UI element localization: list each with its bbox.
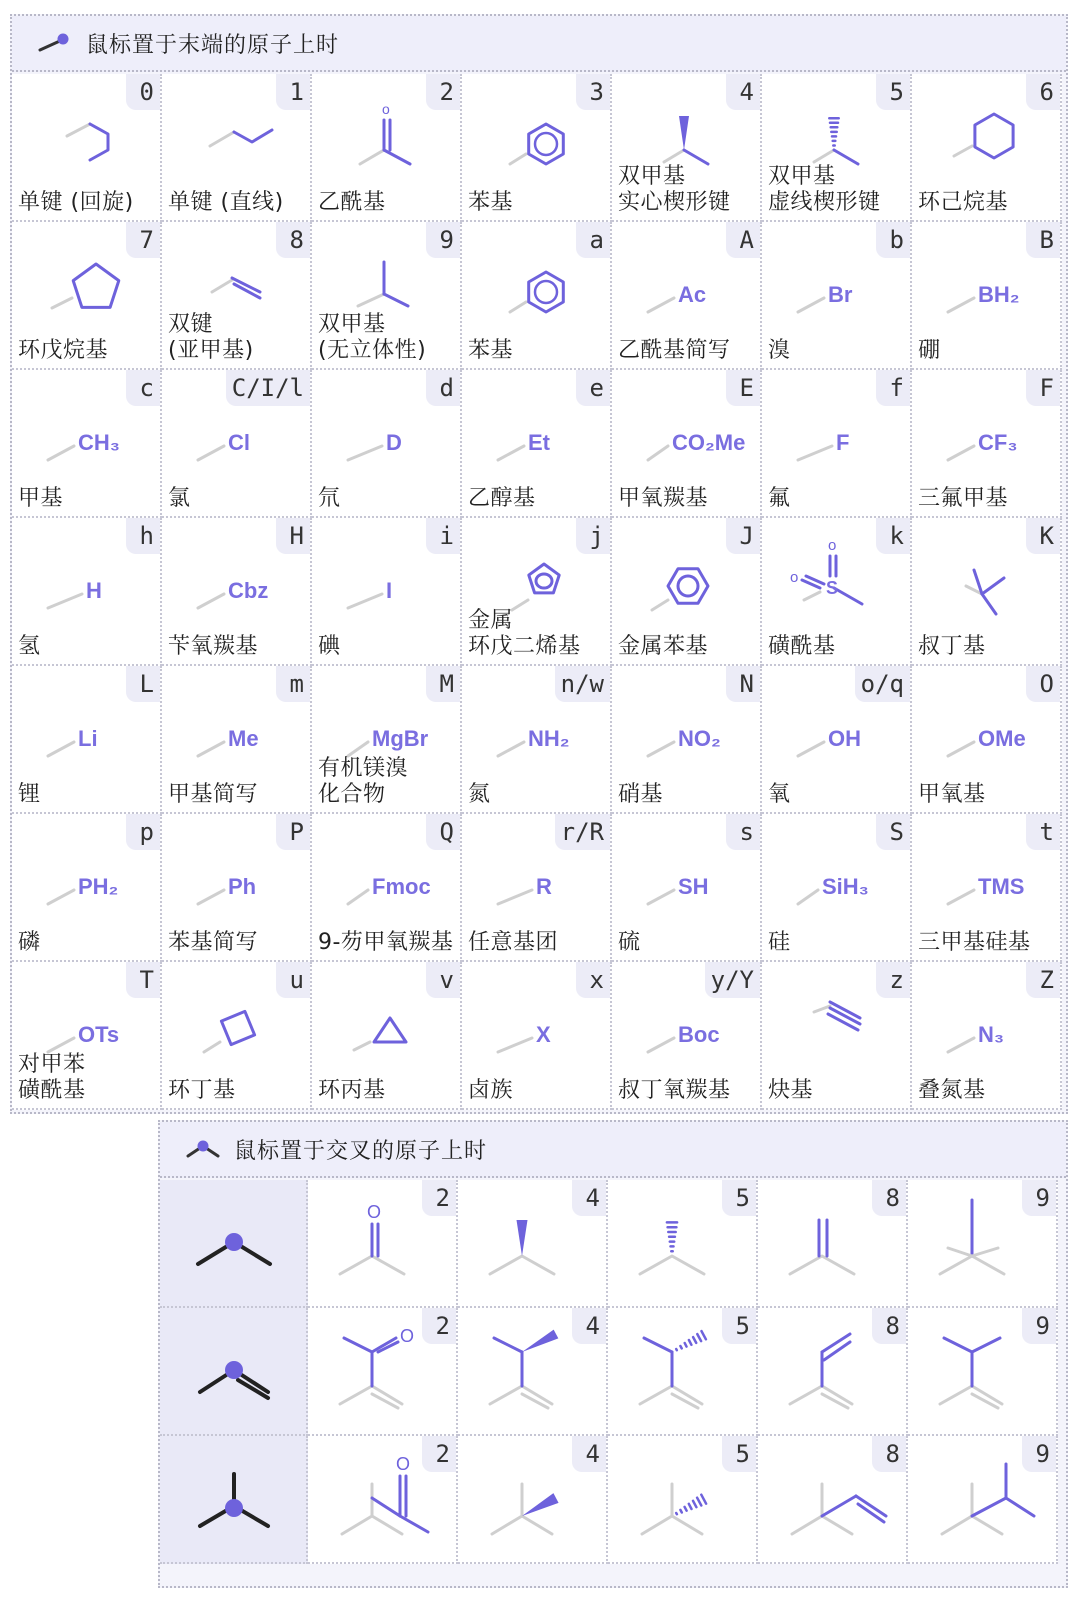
shortcut-cell-e[interactable]: [462, 370, 612, 518]
shortcut-cell-p[interactable]: [12, 814, 162, 962]
terminal-atom-header: [12, 16, 1066, 72]
shortcut-key: 8: [872, 1308, 906, 1344]
shortcut-key: Z: [1026, 962, 1060, 998]
shortcut-key: h: [126, 518, 160, 554]
shortcut-key: 5: [876, 74, 910, 110]
shortcut-label: 三氟甲基: [918, 486, 1009, 511]
crossing-cell-1-4[interactable]: [458, 1308, 608, 1436]
crossing-cell-1-8[interactable]: [758, 1308, 908, 1436]
shortcut-key: A: [726, 222, 760, 258]
shortcut-key: v: [426, 962, 460, 998]
shortcut-label: 甲基: [18, 486, 64, 511]
terminal-atom-panel: [10, 14, 1068, 1114]
shortcut-cell-z[interactable]: [762, 962, 912, 1110]
svg-text:PH₂: PH₂: [78, 874, 119, 899]
shortcut-cell-M[interactable]: [312, 666, 462, 814]
shortcut-key: H: [276, 518, 310, 554]
shortcut-key: Q: [426, 814, 460, 850]
shortcut-label: 溴: [768, 338, 791, 363]
svg-text:NH₂: NH₂: [528, 726, 570, 751]
svg-text:OH: OH: [828, 726, 861, 751]
crossing-atom-cursor-icon: [184, 1136, 222, 1162]
svg-text:O: O: [367, 1202, 382, 1222]
shortcut-cell-5[interactable]: [762, 74, 912, 222]
shortcut-label: 碘: [318, 634, 341, 659]
shortcut-label: 叔丁氧羰基: [618, 1078, 731, 1103]
shortcut-label: 苯基: [468, 338, 514, 363]
shortcut-label: 双键 (亚甲基): [168, 312, 254, 363]
shortcut-key: p: [126, 814, 160, 850]
shortcut-cell-8[interactable]: [162, 222, 312, 370]
shortcut-label: 环丙基: [318, 1078, 386, 1103]
shortcut-key: 9: [426, 222, 460, 258]
shortcut-label: 叠氮基: [918, 1078, 986, 1103]
shortcut-key: 3: [576, 74, 610, 110]
shortcut-label: 硅: [768, 930, 791, 955]
shortcut-key: F: [1026, 370, 1060, 406]
svg-text:F: F: [836, 430, 850, 455]
shortcut-cell-A[interactable]: [612, 222, 762, 370]
crossing-row-1-atom: [160, 1308, 308, 1436]
svg-text:Fmoc: Fmoc: [372, 874, 431, 899]
shortcut-label: 单键 (回旋): [18, 190, 134, 215]
crossing-shortcut-grid: [160, 1180, 1058, 1564]
shortcut-label: 卤族: [468, 1078, 514, 1103]
shortcut-label: 磺酰基: [768, 634, 836, 659]
shortcut-label: 苄氧羰基: [168, 634, 259, 659]
svg-text:S: S: [826, 578, 839, 598]
shortcut-cell-y-Y[interactable]: [612, 962, 762, 1110]
shortcut-label: 乙醇基: [468, 486, 536, 511]
shortcut-cell-f[interactable]: [762, 370, 912, 518]
crossing-cell-0-2[interactable]: [308, 1180, 458, 1308]
shortcut-key: t: [1026, 814, 1060, 850]
shortcut-cell-T[interactable]: [12, 962, 162, 1110]
shortcut-key: 7: [126, 222, 160, 258]
svg-text:Ac: Ac: [678, 282, 707, 307]
shortcut-cell-m[interactable]: [162, 666, 312, 814]
crossing-cell-2-9[interactable]: [908, 1436, 1058, 1564]
shortcut-label: 硼: [918, 338, 941, 363]
shortcut-key: 4: [572, 1180, 606, 1216]
shortcut-key: i: [426, 518, 460, 554]
terminal-shortcut-grid: [12, 74, 1062, 1110]
shortcut-label: 锂: [18, 782, 41, 807]
crossing-cell-2-2[interactable]: [308, 1436, 458, 1564]
svg-text:CH₃: CH₃: [78, 430, 120, 455]
shortcut-key: x: [576, 962, 610, 998]
shortcut-cell-n-w[interactable]: [462, 666, 612, 814]
crossing-atom-header: [160, 1122, 1066, 1178]
shortcut-cell-v[interactable]: [312, 962, 462, 1110]
shortcut-label: 双甲基 虚线楔形键: [768, 164, 881, 215]
shortcut-key: c: [126, 370, 160, 406]
crossing-cell-2-8[interactable]: [758, 1436, 908, 1564]
shortcut-cell-2[interactable]: [312, 74, 462, 222]
shortcut-key: 0: [126, 74, 160, 110]
shortcut-key: y/Y: [705, 962, 760, 998]
shortcut-key: 4: [572, 1436, 606, 1472]
svg-text:CF₃: CF₃: [978, 430, 1018, 455]
shortcut-label: 金属苯基: [618, 634, 709, 659]
shortcut-label: 任意基团: [468, 930, 559, 955]
crossing-cell-2-5[interactable]: [608, 1436, 758, 1564]
shortcut-key: 5: [722, 1180, 756, 1216]
svg-text:Cl: Cl: [228, 430, 250, 455]
shortcut-label: 有机镁溴 化合物: [318, 756, 409, 807]
crossing-row-0-atom: [160, 1180, 308, 1308]
crossing-cell-1-9[interactable]: [908, 1308, 1058, 1436]
shortcut-label: 氢: [18, 634, 41, 659]
shortcut-key: 8: [872, 1436, 906, 1472]
shortcut-key: a: [576, 222, 610, 258]
svg-text:N₃: N₃: [978, 1022, 1005, 1047]
shortcut-cell-J[interactable]: [612, 518, 762, 666]
shortcut-label: 甲基简写: [168, 782, 259, 807]
shortcut-key: 2: [426, 74, 460, 110]
shortcut-label: 环己烷基: [918, 190, 1009, 215]
svg-text:Et: Et: [528, 430, 550, 455]
shortcut-label: 环戊烷基: [18, 338, 109, 363]
svg-text:O: O: [400, 1326, 415, 1346]
shortcut-cell-u[interactable]: [162, 962, 312, 1110]
shortcut-cell-L[interactable]: [12, 666, 162, 814]
shortcut-cell-7[interactable]: [12, 222, 162, 370]
terminal-atom-cursor-icon: [36, 30, 74, 56]
shortcut-key: N: [726, 666, 760, 702]
shortcut-cell-B[interactable]: [912, 222, 1062, 370]
crossing-cell-0-5[interactable]: [608, 1180, 758, 1308]
bent-atom-icon: [160, 1180, 306, 1306]
shortcut-label: 苯基简写: [168, 930, 259, 955]
crossing-cell-0-8[interactable]: [758, 1180, 908, 1308]
shortcut-key: f: [876, 370, 910, 406]
shortcut-cell-c[interactable]: [12, 370, 162, 518]
crossing-cell-2-4[interactable]: [458, 1436, 608, 1564]
shortcut-key: 2: [422, 1436, 456, 1472]
svg-text:OMe: OMe: [978, 726, 1026, 751]
shortcut-cell-t[interactable]: [912, 814, 1062, 962]
shortcut-label: 双甲基 实心楔形键: [618, 164, 731, 215]
shortcut-key: 5: [722, 1308, 756, 1344]
shortcut-cell-s[interactable]: [612, 814, 762, 962]
shortcut-key: o/q: [855, 666, 910, 702]
shortcut-key: z: [876, 962, 910, 998]
shortcut-label: 磷: [18, 930, 41, 955]
shortcut-label: 三甲基硅基: [918, 930, 1031, 955]
shortcut-key: M: [426, 666, 460, 702]
shortcut-label: 氟: [768, 486, 791, 511]
shortcut-cell-K[interactable]: [912, 518, 1062, 666]
shortcut-label: 乙酰基简写: [618, 338, 731, 363]
branched-atom-icon: [160, 1436, 306, 1562]
shortcut-key: u: [276, 962, 310, 998]
svg-text:Li: Li: [78, 726, 98, 751]
shortcut-cell-d[interactable]: [312, 370, 462, 518]
shortcut-cell-C-I-l[interactable]: [162, 370, 312, 518]
crossing-cell-1-2[interactable]: [308, 1308, 458, 1436]
svg-text:MgBr: MgBr: [372, 726, 429, 751]
shortcut-cell-H[interactable]: [162, 518, 312, 666]
shortcut-key: r/R: [555, 814, 610, 850]
shortcut-cell-b[interactable]: [762, 222, 912, 370]
shortcut-key: 2: [422, 1180, 456, 1216]
shortcut-cell-Q[interactable]: [312, 814, 462, 962]
shortcut-label: 氧: [768, 782, 791, 807]
shortcut-key: 5: [722, 1436, 756, 1472]
shortcut-cell-6[interactable]: [912, 74, 1062, 222]
shortcut-label: 氘: [318, 486, 341, 511]
crossing-cell-0-4[interactable]: [458, 1180, 608, 1308]
alkene-atom-icon: [160, 1308, 306, 1434]
shortcut-label: 叔丁基: [918, 634, 986, 659]
crossing-row-2-atom: [160, 1436, 308, 1564]
shortcut-cell-N[interactable]: [612, 666, 762, 814]
shortcut-key: B: [1026, 222, 1060, 258]
shortcut-cell-3[interactable]: [462, 74, 612, 222]
crossing-cell-1-5[interactable]: [608, 1308, 758, 1436]
shortcut-key: k: [876, 518, 910, 554]
svg-text:Boc: Boc: [678, 1022, 720, 1047]
shortcut-key: e: [576, 370, 610, 406]
shortcut-label: 乙酰基: [318, 190, 386, 215]
shortcut-label: 单键 (直线): [168, 190, 284, 215]
shortcut-key: 8: [872, 1180, 906, 1216]
shortcut-label: 甲氧羰基: [618, 486, 709, 511]
shortcut-label: 炔基: [768, 1078, 814, 1103]
svg-text:SH: SH: [678, 874, 709, 899]
shortcut-label: 环丁基: [168, 1078, 236, 1103]
shortcut-key: J: [726, 518, 760, 554]
terminal-atom-title: 鼠标置于末端的原子上时: [86, 32, 340, 58]
svg-text:o: o: [382, 101, 390, 117]
svg-text:X: X: [536, 1022, 551, 1047]
shortcut-cell-O[interactable]: [912, 666, 1062, 814]
shortcut-label: 对甲苯 磺酰基: [18, 1052, 86, 1103]
shortcut-key: 1: [276, 74, 310, 110]
shortcut-cell-F[interactable]: [912, 370, 1062, 518]
shortcut-cell-j[interactable]: [462, 518, 612, 666]
svg-text:D: D: [386, 430, 402, 455]
svg-text:o: o: [790, 569, 799, 586]
shortcut-key: 8: [276, 222, 310, 258]
shortcut-label: 氯: [168, 486, 191, 511]
svg-text:NO₂: NO₂: [678, 726, 721, 751]
shortcut-key: L: [126, 666, 160, 702]
shortcut-key: K: [1026, 518, 1060, 554]
shortcut-label: 氮: [468, 782, 491, 807]
shortcut-key: P: [276, 814, 310, 850]
shortcut-key: 9: [1022, 1180, 1056, 1216]
shortcut-key: 9: [1022, 1308, 1056, 1344]
shortcut-key: E: [726, 370, 760, 406]
shortcut-key: 4: [572, 1308, 606, 1344]
shortcut-cell-9[interactable]: [312, 222, 462, 370]
shortcut-label: 双甲基 (无立体性): [318, 312, 427, 363]
shortcut-key: n/w: [555, 666, 610, 702]
svg-text:O: O: [396, 1454, 411, 1474]
shortcut-label: 9-芴甲氧羰基: [318, 930, 454, 955]
shortcut-cell-a[interactable]: [462, 222, 612, 370]
shortcut-key: T: [126, 962, 160, 998]
shortcut-cell-i[interactable]: [312, 518, 462, 666]
shortcut-key: 4: [726, 74, 760, 110]
svg-text:Me: Me: [228, 726, 259, 751]
svg-text:OTs: OTs: [78, 1022, 120, 1047]
shortcut-cell-h[interactable]: [12, 518, 162, 666]
svg-text:BH₂: BH₂: [978, 282, 1020, 307]
shortcut-key: s: [726, 814, 760, 850]
svg-text:Cbz: Cbz: [228, 578, 269, 603]
shortcut-cell-k[interactable]: [762, 518, 912, 666]
crossing-atom-panel: [158, 1120, 1068, 1588]
shortcut-key: 6: [1026, 74, 1060, 110]
shortcut-cell-o-q[interactable]: [762, 666, 912, 814]
shortcut-cell-P[interactable]: [162, 814, 312, 962]
svg-text:SiH₃: SiH₃: [822, 874, 869, 899]
shortcut-cell-4[interactable]: [612, 74, 762, 222]
svg-text:CO₂Me: CO₂Me: [672, 430, 746, 455]
shortcut-cell-r-R[interactable]: [462, 814, 612, 962]
svg-text:TMS: TMS: [978, 874, 1025, 899]
shortcut-label: 硝基: [618, 782, 664, 807]
shortcut-key: 9: [1022, 1436, 1056, 1472]
shortcut-key: 2: [422, 1308, 456, 1344]
shortcut-key: b: [876, 222, 910, 258]
shortcut-cell-1[interactable]: [162, 74, 312, 222]
shortcut-cell-0[interactable]: [12, 74, 162, 222]
shortcut-cell-E[interactable]: [612, 370, 762, 518]
shortcut-key: j: [576, 518, 610, 554]
shortcut-label: 甲氧基: [918, 782, 986, 807]
svg-text:Ph: Ph: [228, 874, 257, 899]
svg-text:H: H: [86, 578, 102, 603]
svg-text:R: R: [536, 874, 552, 899]
shortcut-label: 金属 环戊二烯基: [468, 608, 581, 659]
shortcut-cell-x[interactable]: [462, 962, 612, 1110]
crossing-cell-0-9[interactable]: [908, 1180, 1058, 1308]
svg-text:Br: Br: [828, 282, 853, 307]
shortcut-cell-S[interactable]: [762, 814, 912, 962]
crossing-atom-title: 鼠标置于交叉的原子上时: [234, 1138, 488, 1164]
svg-text:o: o: [828, 537, 837, 554]
shortcut-key: d: [426, 370, 460, 406]
shortcut-cell-Z[interactable]: [912, 962, 1062, 1110]
shortcut-key: O: [1026, 666, 1060, 702]
svg-text:I: I: [386, 578, 393, 603]
shortcut-key: S: [876, 814, 910, 850]
shortcut-key: m: [276, 666, 310, 702]
shortcut-label: 苯基: [468, 190, 514, 215]
shortcut-label: 硫: [618, 930, 641, 955]
shortcut-key: C/I/l: [226, 370, 310, 406]
